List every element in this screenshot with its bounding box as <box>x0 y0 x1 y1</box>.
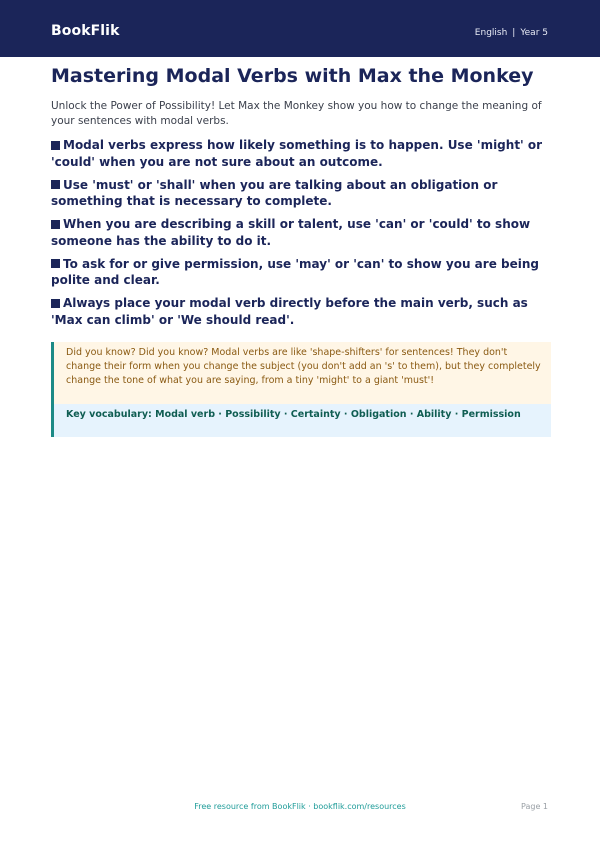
key-point-text: Always place your modal verb directly before the main verb, such as 'Max can climb' or 'We should read'. <box>51 296 528 327</box>
page-number: Page 1 <box>521 802 548 811</box>
square-bullet-icon <box>51 180 60 189</box>
intro-text: Unlock the Power of Possibility! Let Max the Monkey show you how to change the meaning of your sentences with modal verbs. <box>51 100 542 127</box>
page-title: Mastering Modal Verbs with Max the Monkey <box>51 65 534 87</box>
square-bullet-icon <box>51 259 60 268</box>
key-point-text: Use 'must' or 'shall' when you are talking about an obligation or something that is necessary to complete. <box>51 177 498 208</box>
square-bullet-icon <box>51 141 60 150</box>
key-point-text: To ask for or give permission, use 'may' or 'can' to show you are being polite and clear. <box>51 256 539 287</box>
key-point <box>51 295 551 328</box>
callout-panel <box>51 342 551 437</box>
key-point-text: Modal verbs express how likely something is to happen. Use 'might' or 'could' when you are not sure about an outcome. <box>51 138 543 169</box>
subject-label: English <box>474 28 508 38</box>
square-bullet-icon <box>51 220 60 229</box>
top-bar <box>0 0 600 57</box>
subject-level <box>475 28 548 38</box>
did-you-know-box: Did you know? Did you know? Modal verbs are like 'shape-shifters' for sentences! They don't change their form when you change the subject (you don't add an 's' to them), but they completely change the tone of what you are saying, from a tiny 'might' to a giant 'must'! <box>54 342 551 404</box>
key-point <box>51 256 551 289</box>
key-point <box>51 177 551 210</box>
key-point <box>51 216 551 249</box>
key-point <box>51 137 551 170</box>
key-point-text: When you are describing a skill or talent, use 'can' or 'could' to show someone has the ability to do it. <box>51 217 531 248</box>
footer-credit[interactable]: Free resource from BookFlik · bookflik.com/resources <box>194 802 406 811</box>
key-vocabulary-box: Key vocabulary: Modal verb · Possibility · Certainty · Obligation · Ability · Permission <box>54 404 551 437</box>
meta-separator: | <box>512 28 516 38</box>
level-label: Year 5 <box>520 28 548 38</box>
square-bullet-icon <box>51 299 60 308</box>
brand-logo[interactable]: BookFlik <box>51 23 120 39</box>
key-points-list <box>51 137 551 335</box>
